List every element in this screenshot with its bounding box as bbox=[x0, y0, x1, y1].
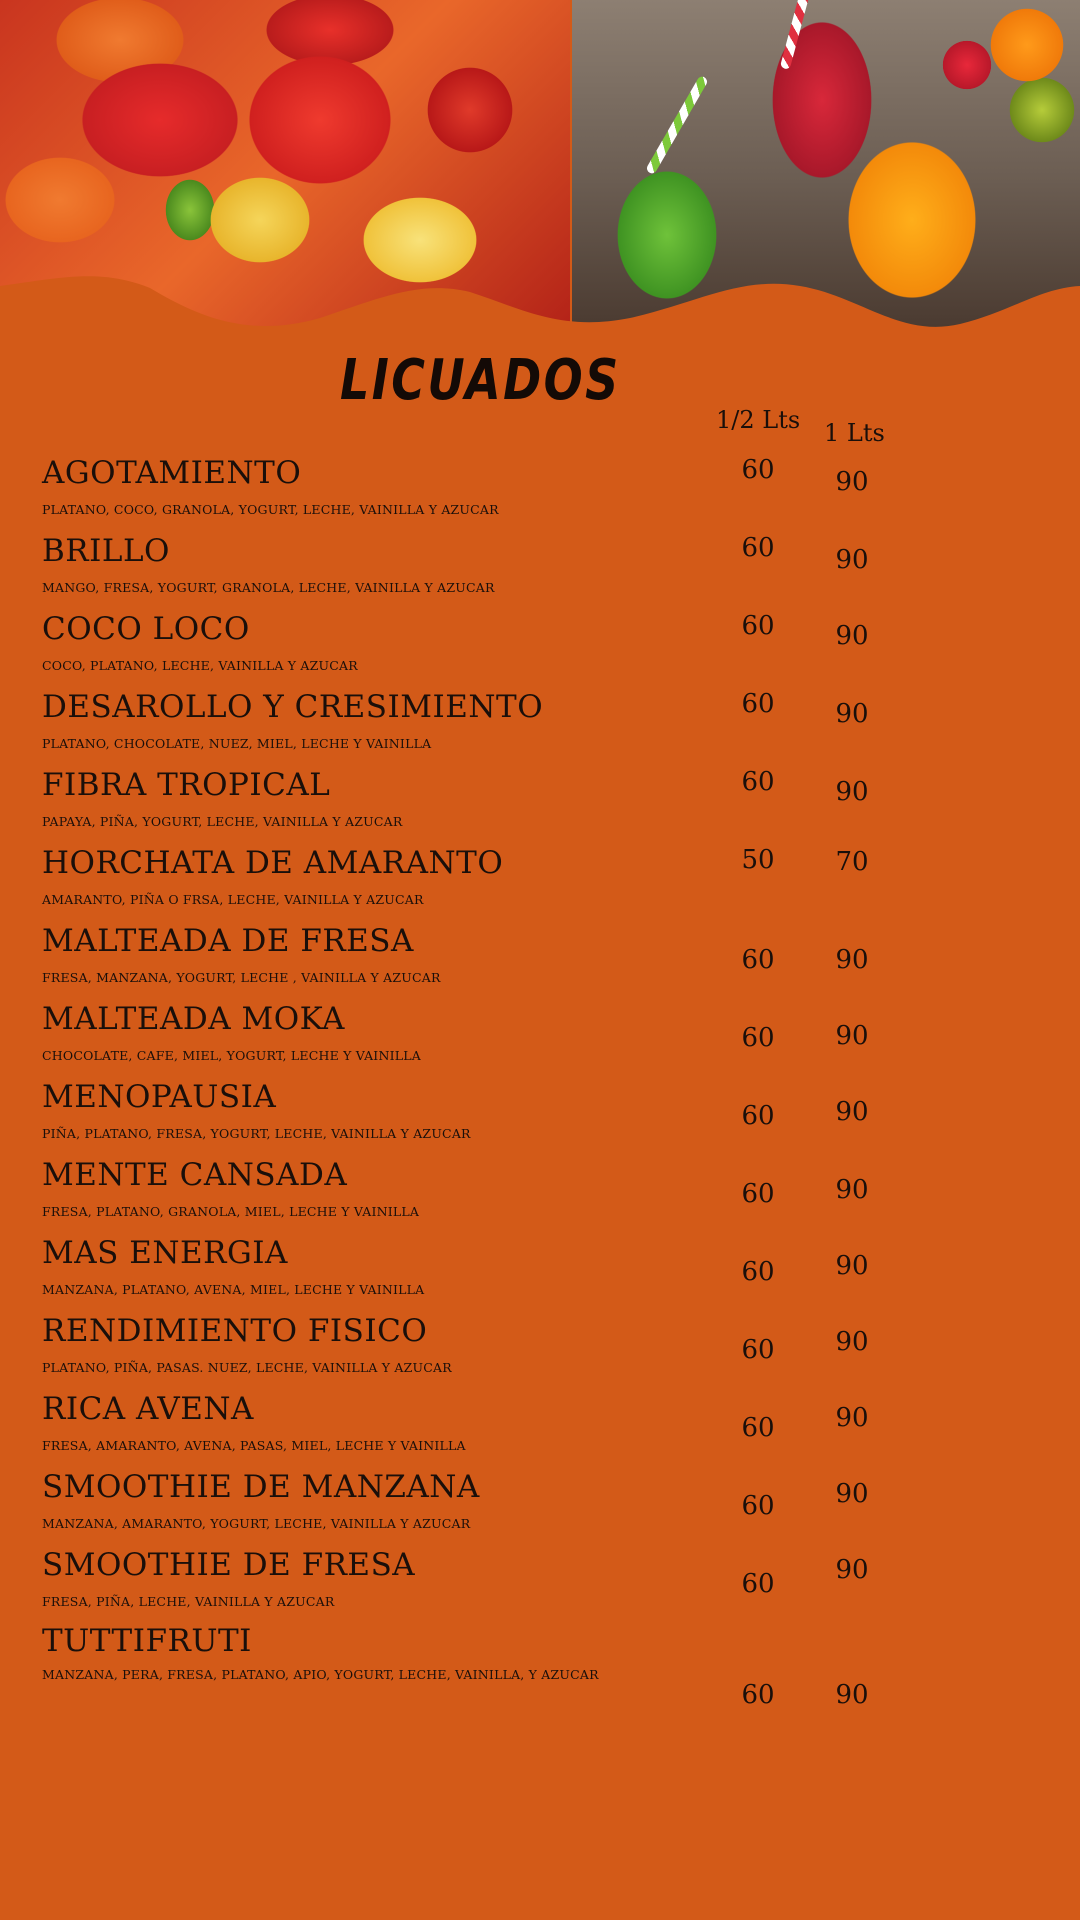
price-one-liter: 90 bbox=[835, 621, 869, 651]
price-one-liter: 90 bbox=[835, 545, 869, 575]
price-half-liter: 50 bbox=[741, 845, 775, 875]
price-one-liter: 90 bbox=[835, 945, 869, 975]
menu-item-name: SMOOTHIE DE FRESA bbox=[42, 1547, 416, 1583]
price-one-liter: 90 bbox=[835, 1403, 869, 1433]
price-one-liter: 90 bbox=[835, 1251, 869, 1281]
menu-item-ingredients: PLATANO, COCO, GRANOLA, YOGURT, LECHE, VAINILLA Y AZUCAR bbox=[42, 502, 499, 517]
price-half-liter: 60 bbox=[741, 455, 775, 485]
menu-title: LICUADOS bbox=[340, 348, 621, 413]
menu-item-ingredients: FRESA, PLATANO, GRANOLA, MIEL, LECHE Y VAINILLA bbox=[42, 1204, 420, 1219]
price-half-liter: 60 bbox=[741, 1257, 775, 1287]
straw-green bbox=[645, 75, 709, 175]
menu-item-name: BRILLO bbox=[42, 533, 170, 569]
price-half-liter: 60 bbox=[741, 1413, 775, 1443]
menu-item-ingredients: PLATANO, PIÑA, PASAS. NUEZ, LECHE, VAINILLA Y AZUCAR bbox=[42, 1360, 452, 1375]
menu-item-ingredients: CHOCOLATE, CAFE, MIEL, YOGURT, LECHE Y VAINILLA bbox=[42, 1048, 421, 1063]
menu-item-name: RENDIMIENTO FISICO bbox=[42, 1313, 428, 1349]
column-header-half-liter: 1/2 Lts bbox=[716, 406, 801, 434]
menu-item-ingredients: PLATANO, CHOCOLATE, NUEZ, MIEL, LECHE Y VAINILLA bbox=[42, 736, 432, 751]
menu-item-ingredients: MANGO, FRESA, YOGURT, GRANOLA, LECHE, VAINILLA Y AZUCAR bbox=[42, 580, 495, 595]
menu-item-ingredients: MANZANA, PERA, FRESA, PLATANO, APIO, YOGURT, LECHE, VAINILLA, Y AZUCAR bbox=[42, 1667, 599, 1682]
menu-item-name: FIBRA TROPICAL bbox=[42, 767, 331, 803]
price-one-liter: 90 bbox=[835, 467, 869, 497]
menu-item-name: COCO LOCO bbox=[42, 611, 250, 647]
price-half-liter: 60 bbox=[741, 689, 775, 719]
menu-item-name: MAS ENERGIA bbox=[42, 1235, 288, 1271]
menu-item-ingredients: MANZANA, AMARANTO, YOGURT, LECHE, VAINILLA Y AZUCAR bbox=[42, 1516, 471, 1531]
menu-item-ingredients: FRESA, AMARANTO, AVENA, PASAS, MIEL, LECHE Y VAINILLA bbox=[42, 1438, 466, 1453]
price-half-liter: 60 bbox=[741, 1101, 775, 1131]
price-half-liter: 60 bbox=[741, 767, 775, 797]
price-half-liter: 60 bbox=[741, 1491, 775, 1521]
price-one-liter: 90 bbox=[835, 1021, 869, 1051]
menu-item-ingredients: FRESA, PIÑA, LECHE, VAINILLA Y AZUCAR bbox=[42, 1594, 335, 1609]
price-half-liter: 60 bbox=[741, 1335, 775, 1365]
price-one-liter: 90 bbox=[835, 1327, 869, 1357]
menu-item-name: DESAROLLO Y CRESIMIENTO bbox=[42, 689, 544, 725]
price-half-liter: 60 bbox=[741, 1023, 775, 1053]
menu-item-ingredients: MANZANA, PLATANO, AVENA, MIEL, LECHE Y VAINILLA bbox=[42, 1282, 425, 1297]
menu-item-name: MALTEADA MOKA bbox=[42, 1001, 345, 1037]
price-half-liter: 60 bbox=[741, 533, 775, 563]
menu-item-ingredients: PIÑA, PLATANO, FRESA, YOGURT, LECHE, VAINILLA Y AZUCAR bbox=[42, 1126, 471, 1141]
price-one-liter: 90 bbox=[835, 1097, 869, 1127]
menu-item-ingredients: AMARANTO, PIÑA O FRSA, LECHE, VAINILLA Y AZUCAR bbox=[42, 892, 424, 907]
price-one-liter: 90 bbox=[835, 1175, 869, 1205]
menu-item-name: AGOTAMIENTO bbox=[42, 455, 302, 491]
price-one-liter: 90 bbox=[835, 1555, 869, 1585]
price-half-liter: 60 bbox=[741, 1569, 775, 1599]
price-one-liter: 90 bbox=[835, 699, 869, 729]
menu-item-name: MENOPAUSIA bbox=[42, 1079, 277, 1115]
menu-item-name: MENTE CANSADA bbox=[42, 1157, 348, 1193]
price-one-liter: 90 bbox=[835, 1680, 869, 1710]
price-half-liter: 60 bbox=[741, 1179, 775, 1209]
column-header-one-liter: 1 Lts bbox=[824, 419, 885, 447]
menu-item-name: HORCHATA DE AMARANTO bbox=[42, 845, 504, 881]
menu-item-name: TUTTIFRUTI bbox=[42, 1623, 252, 1659]
straw-red bbox=[780, 0, 810, 70]
price-half-liter: 60 bbox=[741, 611, 775, 641]
wave-divider bbox=[0, 268, 1080, 330]
menu-item-ingredients: PAPAYA, PIÑA, YOGURT, LECHE, VAINILLA Y AZUCAR bbox=[42, 814, 403, 829]
menu-item-ingredients: FRESA, MANZANA, YOGURT, LECHE , VAINILLA Y AZUCAR bbox=[42, 970, 441, 985]
menu-item-name: SMOOTHIE DE MANZANA bbox=[42, 1469, 480, 1505]
menu-item-name: MALTEADA DE FRESA bbox=[42, 923, 414, 959]
price-half-liter: 60 bbox=[741, 945, 775, 975]
price-one-liter: 70 bbox=[835, 847, 869, 877]
price-half-liter: 60 bbox=[741, 1680, 775, 1710]
price-one-liter: 90 bbox=[835, 777, 869, 807]
menu-item-name: RICA AVENA bbox=[42, 1391, 254, 1427]
hero-banner bbox=[0, 0, 1080, 330]
menu-item-ingredients: COCO, PLATANO, LECHE, VAINILLA Y AZUCAR bbox=[42, 658, 358, 673]
price-one-liter: 90 bbox=[835, 1479, 869, 1509]
